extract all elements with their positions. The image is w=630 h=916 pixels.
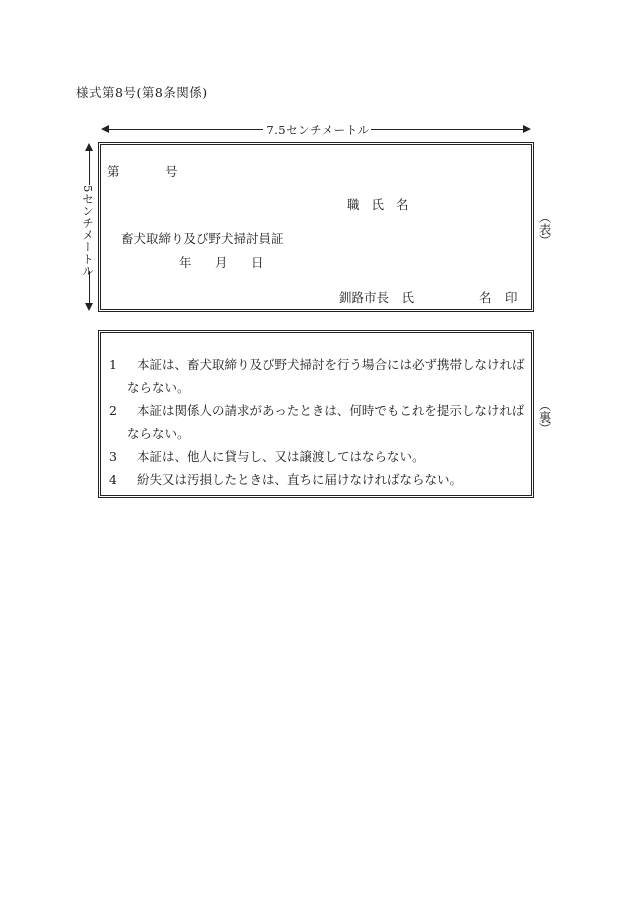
arrow-right-icon: [523, 125, 531, 133]
front-side-label: 表: [538, 222, 552, 237]
card-back: [98, 330, 534, 498]
note-text: 本証は、他人に貸与し、又は譲渡してはならない。: [137, 449, 425, 464]
issuer-name-label: 名: [479, 290, 492, 305]
list-item: [109, 468, 529, 491]
dimension-line: [105, 129, 263, 130]
list-item: [109, 353, 529, 399]
paren-close: ︶: [538, 421, 552, 436]
issuer-title: 釧路市長 氏: [339, 290, 415, 305]
certificate-number-label: 第: [107, 164, 120, 179]
list-item: [109, 399, 529, 445]
note-number: 2: [109, 403, 117, 418]
dimension-line: [89, 147, 90, 185]
date-day-label: 日: [251, 255, 264, 270]
card-front: [98, 142, 534, 312]
width-dimension-label: 7.5センチメートル: [266, 123, 370, 137]
form-number-heading: 様式第8号(第8条関係): [76, 85, 208, 100]
height-dimension: [82, 143, 96, 311]
certificate-title: 畜犬取締り及び野犬掃討員証: [121, 231, 284, 246]
front-side-marker: [537, 210, 553, 248]
date-year-label: 年: [179, 255, 192, 270]
arrow-down-icon: [85, 303, 93, 311]
note-number: 1: [109, 357, 117, 372]
seal-label: 印: [505, 290, 518, 305]
note-text: 紛失又は汚損したときは、直ちに届けなければならない。: [137, 472, 463, 487]
position-name-label: 職 氏 名: [347, 197, 413, 212]
paren-open: ︵: [538, 210, 552, 225]
notes-list: [109, 353, 529, 491]
width-dimension: [101, 122, 531, 136]
date-month-label: 月: [215, 255, 228, 270]
note-number: 4: [109, 472, 117, 487]
dimension-line: [371, 129, 527, 130]
note-text: 本証は関係人の請求があったときは、何時でもこれを提示しなければならない。: [127, 403, 525, 441]
note-text: 本証は、畜犬取締り及び野犬掃討を行う場合には必ず携帯しなければならない。: [127, 357, 525, 395]
back-side-label: 裏: [538, 410, 552, 425]
list-item: [109, 445, 529, 468]
back-side-marker: [537, 398, 553, 436]
height-dimension-label: 5センチメートル: [81, 185, 95, 277]
certificate-number-suffix: 号: [165, 164, 178, 179]
paren-open: ︵: [538, 398, 552, 413]
dimension-line: [89, 271, 90, 307]
note-number: 3: [109, 449, 117, 464]
paren-close: ︶: [538, 233, 552, 248]
